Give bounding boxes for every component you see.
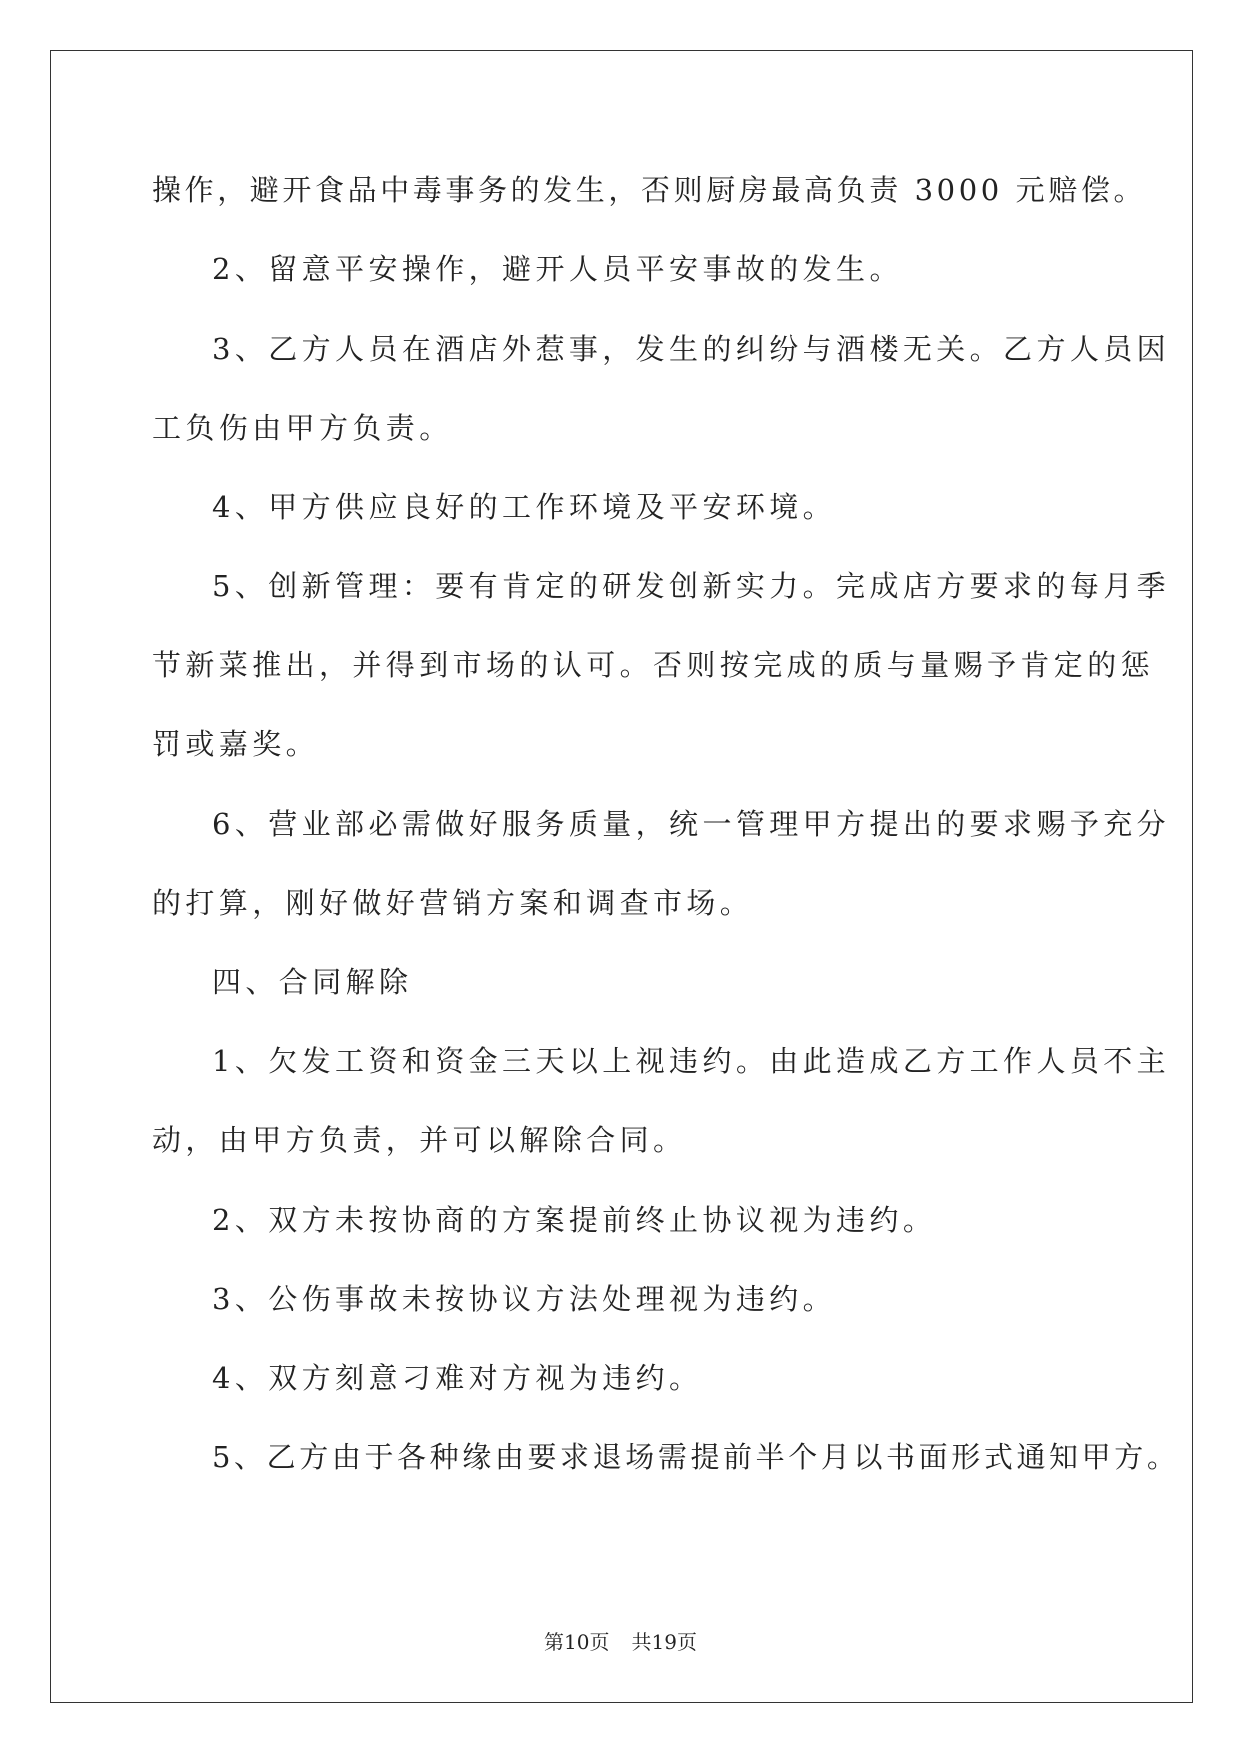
text-line: 的打算，刚好做好营销方案和调查市场。: [152, 886, 754, 920]
text-line: 6、营业部必需做好服务质量，统一管理甲方提出的要求赐予充分: [212, 807, 1171, 841]
page-footer: [0, 1626, 1241, 1655]
text-line: 4、双方刻意刁难对方视为违约。: [212, 1361, 703, 1395]
page-number-total: 共19页: [631, 1630, 697, 1654]
page-number-current: 第10页: [544, 1630, 610, 1654]
text-line: 5、创新管理：要有肯定的研发创新实力。完成店方要求的每月季: [212, 569, 1171, 603]
text-line: 2、双方未按协商的方案提前终止协议视为违约。: [212, 1203, 937, 1237]
text-line: 2、留意平安操作，避开人员平安事故的发生。: [212, 252, 903, 286]
text-line: 操作，避开食品中毒事务的发生，否则厨房最高负责 3000 元赔偿。: [152, 173, 1147, 207]
text-line: 罚或嘉奖。: [152, 727, 320, 761]
text-line: 节新菜推出，并得到市场的认可。否则按完成的质与量赐予肯定的惩: [152, 648, 1155, 682]
text-line: 工负伤由甲方负责。: [152, 411, 453, 445]
section-heading: 四、合同解除: [212, 965, 413, 999]
text-line: 3、公伤事故未按协议方法处理视为违约。: [212, 1282, 837, 1316]
text-line: 3、乙方人员在酒店外惹事，发生的纠纷与酒楼无关。乙方人员因: [212, 332, 1171, 366]
text-line: 4、甲方供应良好的工作环境及平安环境。: [212, 490, 837, 524]
text-line: 动，由甲方负责，并可以解除合同。: [152, 1123, 687, 1157]
text-line: 1、欠发工资和资金三天以上视违约。由此造成乙方工作人员不主: [212, 1044, 1171, 1078]
text-line: 5、乙方由于各种缘由要求退场需提前半个月以书面形式通知甲方。: [212, 1440, 1180, 1474]
